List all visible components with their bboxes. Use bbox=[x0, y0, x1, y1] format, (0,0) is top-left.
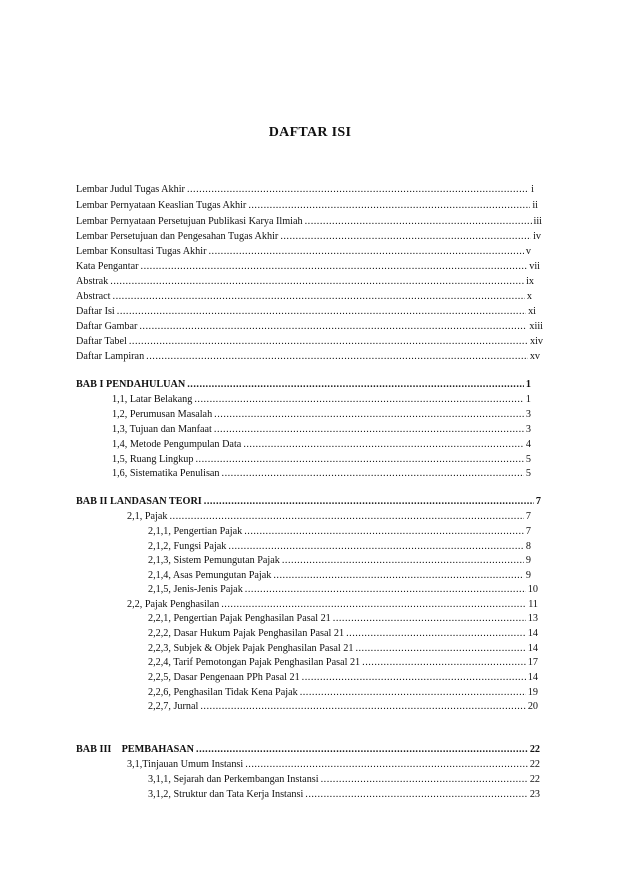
toc-entry: 3,1,2, Struktur dan Tata Kerja Instansi ..... 23 bbox=[148, 788, 540, 802]
toc-entry: Daftar Lampiran ..... xv bbox=[76, 350, 540, 364]
page-title: DAFTAR ISI bbox=[268, 125, 352, 140]
toc-entry: 2,2,7, Jurnal ..... 20 bbox=[148, 700, 538, 714]
toc-entry: 2,2,2, Dasar Hukum Pajak Penghasilan Pasal 21 ..... 14 bbox=[148, 627, 538, 641]
toc-entry: 3,1,1, Sejarah dan Perkembangan Instansi ..... 22 bbox=[148, 773, 540, 787]
toc-entry: 2,1,5, Jenis-Jenis Pajak ..... 10 bbox=[148, 583, 538, 597]
toc-entry: 2,1,1, Pengertian Pajak ..... 7 bbox=[148, 525, 531, 539]
toc-entry: 2,2, Pajak Penghasilan ..... 11 bbox=[127, 598, 538, 612]
toc-entry: 1,4, Metode Pengumpulan Data ..... 4 bbox=[112, 438, 531, 452]
toc-entry: Daftar Tabel ..... xiv bbox=[76, 335, 543, 349]
toc-entry: 2,1,2, Fungsi Pajak ..... 8 bbox=[148, 540, 531, 554]
toc-entry: 2,2,4, Tarif Pemotongan Pajak Penghasilan Pasal 21 ..... 17 bbox=[148, 656, 538, 670]
toc-entry: 2,2,6, Penghasilan Tidak Kena Pajak ..... 19 bbox=[148, 686, 538, 700]
toc-entry: 3,1,Tinjauan Umum Instansi ..... 22 bbox=[127, 758, 540, 772]
toc-entry: 1,3, Tujuan dan Manfaat ..... 3 bbox=[112, 423, 531, 437]
toc-entry: 2,2,5, Dasar Pengenaan PPh Pasal 21 ..... 14 bbox=[148, 671, 538, 685]
toc-entry: Lembar Pernyataan Persetujuan Publikasi Karya Ilmiah ..... iii bbox=[76, 215, 542, 229]
toc-entry: 1,2, Perumusan Masalah ..... 3 bbox=[112, 408, 531, 422]
toc-entry: Abstract ..... x bbox=[76, 290, 532, 304]
toc-entry: 2,1,3, Sistem Pemungutan Pajak ..... 9 bbox=[148, 554, 531, 568]
toc-entry: 2,2,1, Pengertian Pajak Penghasilan Pasal 21 ..... 13 bbox=[148, 612, 538, 626]
toc-chapter-heading: BAB I PENDAHULUAN ..... 1 bbox=[76, 378, 531, 392]
toc-entry: Lembar Pernyataan Keaslian Tugas Akhir ..... ii bbox=[76, 199, 538, 213]
toc-entry: 1,6, Sistematika Penulisan ..... 5 bbox=[112, 467, 531, 481]
toc-chapter-heading: BAB II LANDASAN TEORI ..... 7 bbox=[76, 495, 541, 509]
toc-entry: 2,1,4, Asas Pemungutan Pajak ..... 9 bbox=[148, 569, 531, 583]
toc-entry: 1,5, Ruang Lingkup ..... 5 bbox=[112, 453, 531, 467]
toc-entry: 1,1, Latar Belakang ..... 1 bbox=[112, 393, 531, 407]
toc-entry: Lembar Konsultasi Tugas Akhir ..... v bbox=[76, 245, 531, 259]
toc-entry: Lembar Judul Tugas Akhir ..... i bbox=[76, 183, 534, 197]
toc-entry: Daftar Gambar ..... xiii bbox=[76, 320, 543, 334]
toc-chapter-heading: BAB III PEMBAHASAN ..... 22 bbox=[76, 743, 540, 757]
toc-entry: Abstrak ..... ix bbox=[76, 275, 534, 289]
toc-entry: 2,2,3, Subjek & Objek Pajak Penghasilan Pasal 21 ..... 14 bbox=[148, 642, 538, 656]
toc-entry: 2,1, Pajak ..... 7 bbox=[127, 510, 531, 524]
toc-entry: Kata Pengantar ..... vii bbox=[76, 260, 540, 274]
toc-entry: Lembar Persetujuan dan Pengesahan Tugas Akhir ..... iv bbox=[76, 230, 541, 244]
toc-entry: Daftar Isi ..... xi bbox=[76, 305, 536, 319]
